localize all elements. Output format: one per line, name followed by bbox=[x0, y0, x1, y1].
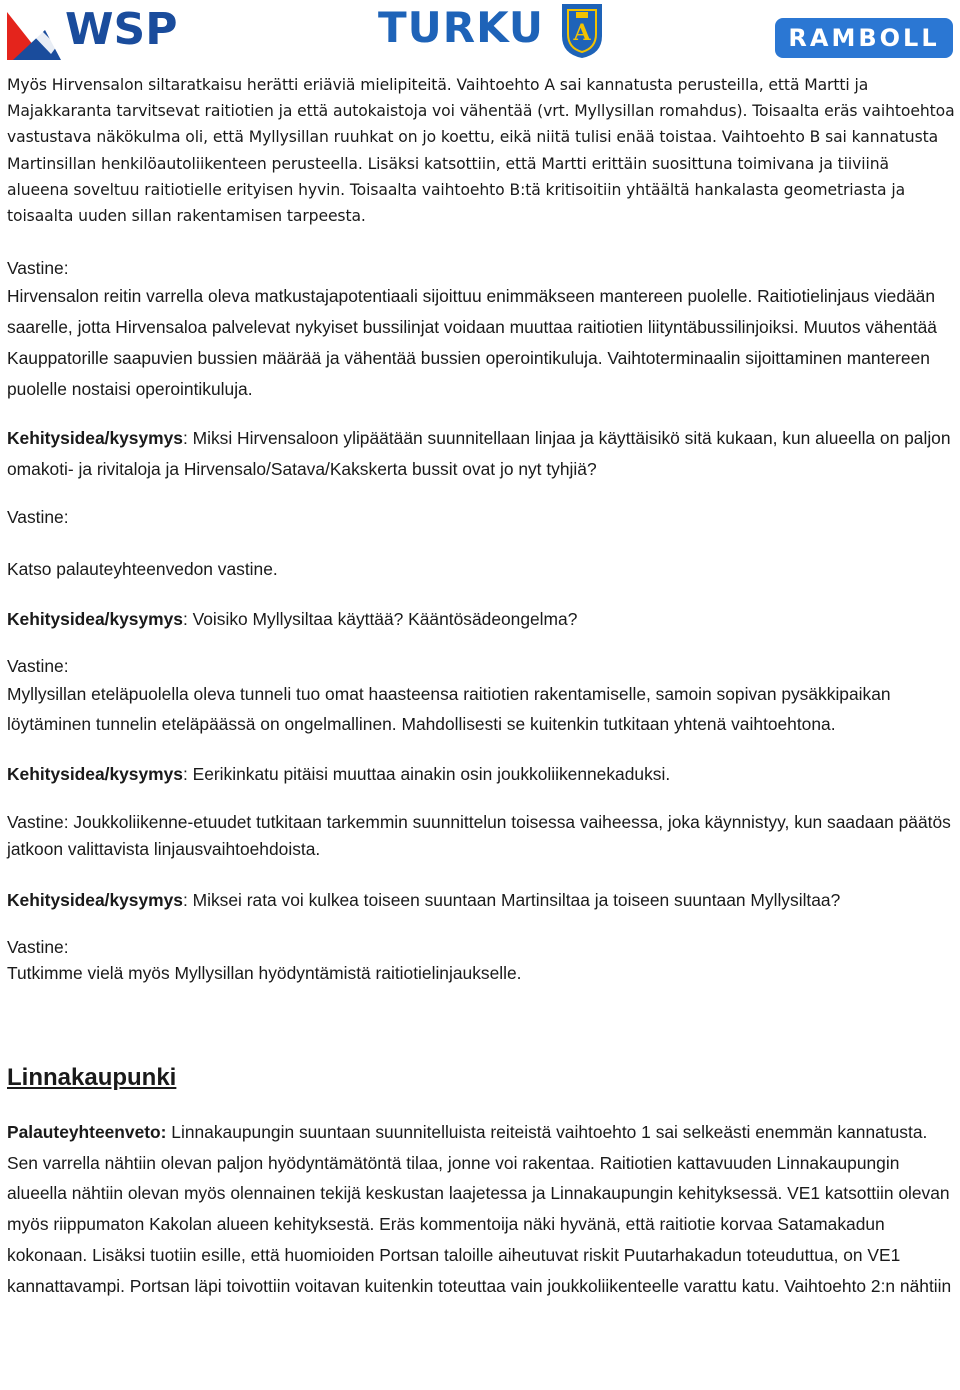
question-paragraph bbox=[7, 759, 955, 790]
question-label: Kehitysidea/kysymys bbox=[7, 428, 183, 449]
response-label: Vastine: bbox=[7, 655, 69, 676]
section-heading: Linnakaupunki bbox=[7, 1063, 177, 1091]
question-text: : Miksei rata voi kulkea toiseen suuntaan Martinsiltaa ja toiseen suuntaan Myllysiltaa? bbox=[182, 889, 841, 910]
summary-label: Palauteyhteenveto: bbox=[7, 1121, 167, 1142]
response-text: Hirvensalon reitin varrella oleva matkustajapotentiaali sijoittuu enimmäkseen mantereen puolelle. Raitiotielinjaus viedään saarelle, jotta Hirvensaloa palvelevat nykyiset bussilinjat voidaan muuttaa raitiotien liityntäbussilinjoiksi. Muutos vähentää Kauppatorille saapuvien bussien määrää ja vähentää bussien operointikuluja. Vaihtoterminaalin sijoittaminen mantereen puolelle nostaisi operointikuluja. bbox=[7, 286, 937, 399]
intro-paragraph bbox=[7, 72, 955, 229]
response-text: Tutkimme vielä myös Myllysillan hyödyntämistä raitiotielinjaukselle. bbox=[7, 962, 522, 983]
question-text: : Eerikinkatu pitäisi muuttaa ainakin osin joukkoliikennekaduksi. bbox=[182, 764, 671, 785]
response-text: Joukkoliikenne-etuudet tutkitaan tarkemmin suunnittelun toisessa vaiheessa, joka käynnistyy, kun saadaan päätös jatkoon valittavista linjausvaihtoehdoista. bbox=[7, 811, 951, 859]
summary-text: Linnakaupungin suuntaan suunnitelluista reiteistä vaihtoehto 1 sai selkeästi enemmän kannatusta. Sen varrella nähtiin olevan paljon hyödyntämätöntä tilaa, jonne voi rakentaa. Raitiotien kattavuuden Linnakaupungin alueella nähtiin olevan myös olennainen tekijä keskustan laajetessa ja Linnakaupungin kehityksessä. VE1 katsottiin olevan myös riippumaton Kakolan alueen kehityksestä. Eräs kommentoija näki hyvänä, että raitiotie korvaa Satamakadun kokonaan. Lisäksi tuotiin esille, että huomioiden Portsan taloille aiheutuvat riskit Puutarhakadun toteuduttua, on VE1 kannattavampi. Portsan läpi toivottiin voitavan kuitenkin toteuttaa vain joukkoliikenteelle varattu katu. Vaihtoehto 2:n nähtiin bbox=[7, 1121, 952, 1296]
question-text: : Miksi Hirvensaloon ylipäätään suunnitellaan linjaa ja käyttäisikö sitä kukaan, kun alueella on paljon omakoti- ja rivitaloja ja Hirvensalo/Satava/Kakskerta bussit ovat jo nyt tyhjiä? bbox=[7, 428, 951, 480]
question-label: Kehitysidea/kysymys bbox=[7, 608, 183, 629]
intro-text-continued: Vaihtoehto B sai kannatusta Martinsillan henkilöautoliikenteen perusteella. Lisäksi katsottiin, että Martti erittäin suosittuna toimivana ja tiiviinä alueena soveltuu raitiotielle erityisen hyvin. Toisaalta vaihtoehto B:tä kritisoitiin yhtäältä hankalasta geometriasta ja toisaalta uuden sillan rakentamisen tarpeesta. bbox=[7, 128, 939, 226]
document-body bbox=[7, 72, 955, 1302]
question-paragraph bbox=[7, 604, 955, 635]
question-paragraph bbox=[7, 885, 955, 916]
turku-logo bbox=[378, 0, 606, 60]
response-label: Vastine: bbox=[7, 258, 69, 279]
turku-logo-text: TURKU bbox=[378, 3, 545, 52]
question-label: Kehitysidea/kysymys bbox=[7, 764, 183, 785]
ramboll-logo: RAMBOLL bbox=[775, 18, 953, 58]
question-label: Kehitysidea/kysymys bbox=[7, 889, 183, 910]
response-label: Vastine: bbox=[7, 811, 69, 832]
svg-text:A: A bbox=[573, 20, 591, 46]
response-text: Myllysillan eteläpuolella oleva tunneli tuo omat haasteensa raitiotien rakentamiselle, samoin sopivan pysäkkipaikan löytäminen tunnelin eteläpäässä on ongelmallinen. Mahdollisesti se kuitenkin tutkitaan yhtenä vaihtoehtona. bbox=[7, 683, 891, 735]
wsp-logo bbox=[5, 2, 190, 67]
response-label: Vastine: bbox=[7, 936, 69, 957]
intro-text: Myös Hirvensalon siltaratkaisu herätti eriäviä mielipiteitä. Vaihtoehto A sai kannatusta perusteilla, että Martti ja Majakkaranta tarvitsevat raitiotien ja että autokaistoja voi vähentää (vrt. Myllysillan romahdus). Toisaalta eräs vaihtoehtoa vastustava näkökulma oli, että Myllysillan ruuhkat on jo koettu, eikä niitä tulisi enää toistaa. bbox=[7, 76, 955, 147]
page-header bbox=[0, 0, 960, 66]
response-text: Katso palauteyhteenvedon vastine. bbox=[7, 559, 278, 579]
question-text: : Voisiko Myllysiltaa käyttää? Kääntösädeongelma? bbox=[182, 608, 578, 629]
response-label: Vastine: bbox=[7, 507, 69, 527]
turku-crest-icon bbox=[558, 0, 606, 60]
wsp-logo-text: WSP bbox=[65, 4, 178, 55]
response-paragraph bbox=[7, 809, 955, 863]
summary-paragraph bbox=[7, 1117, 955, 1302]
question-paragraph bbox=[7, 423, 955, 485]
